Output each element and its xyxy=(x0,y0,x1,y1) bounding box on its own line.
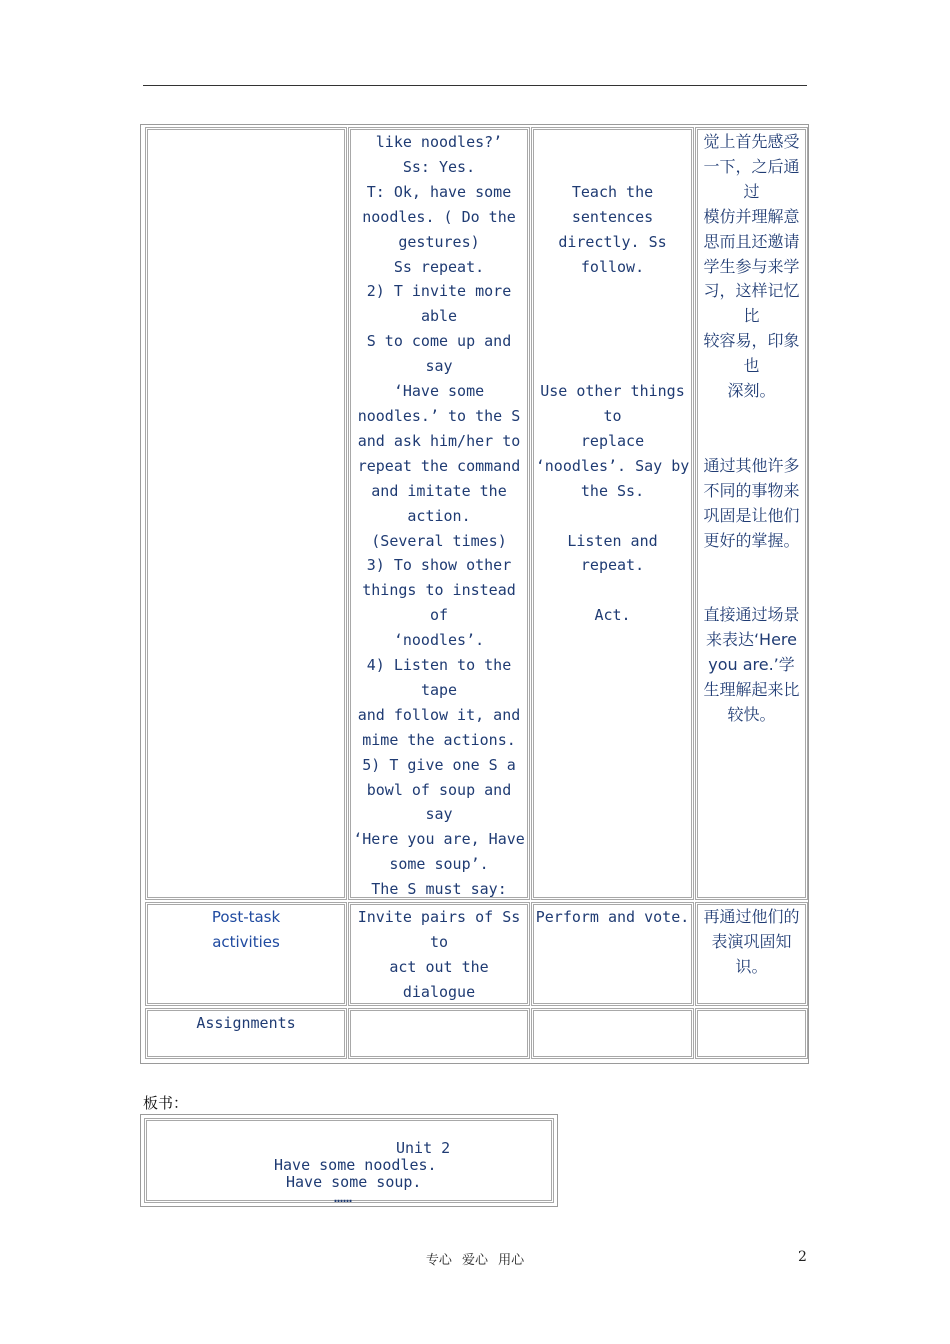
board-line-noodles: Have some noodles. xyxy=(274,1156,437,1174)
assignments-label: Assignments xyxy=(196,1014,296,1032)
row1-student-activities-text: Teach the sentences directly. Ss follow. Use other things to replace ‘noodles’. Say by the Ss. Listen and repeat. Act. xyxy=(535,182,690,625)
row2-teacher-activities-cell xyxy=(348,902,530,1006)
post-task-label: Post-task activities xyxy=(211,908,281,951)
row2-teacher-activities-text: Invite pairs of Ss to act out the dialogue xyxy=(357,908,521,1001)
blackboard-content xyxy=(144,1118,554,1206)
row2-purpose-text: 再通过他们的 表演巩固知识。 xyxy=(703,907,800,976)
row3-purpose-cell xyxy=(695,1008,808,1059)
footer-motto: 专心 爱心 用心 xyxy=(425,1253,525,1268)
row1-teacher-activities-cell xyxy=(348,127,530,900)
row2-student-activities-text: Perform and vote. xyxy=(535,908,690,926)
row1-purpose-cell xyxy=(695,127,808,900)
row1-teacher-activities-text: like noodles?’ Ss: Yes. T: Ok, have some noodles. ( Do the gestures) Ss repeat. 2) T invite more able S to come up and say ‘Have some noodles.’ to the S and ask him/her to repeat the command and imitate the action. (Several times) 3) To show other things to instead of ‘noodles’. 4) Listen to the tape and follow it, and mime the actions. 5) T give one S a bowl of soup and say ‘Here you are, Have some soup’. The S must say: xyxy=(353,133,525,899)
board-line-unit: Unit 2 xyxy=(396,1139,451,1157)
blackboard-box xyxy=(140,1114,558,1207)
row1-stage-cell xyxy=(145,127,347,900)
row3-stage-cell xyxy=(145,1008,347,1059)
row1-purpose-text: 觉上首先感受 一下，之后通过 模仿并理解意 思而且还邀请 学生参与来学 习，这样记忆比 较容易，印象也 深刻。 通过其他许多 不同的事物来 巩固是让他们 更好的掌握。 直接通过场景 来表达‘Here you are.’学 生理解起来比 较快。 xyxy=(703,132,800,724)
board-line-soup: Have some soup. xyxy=(286,1173,422,1191)
row3-student-activities-cell xyxy=(531,1008,694,1059)
header-rule xyxy=(143,85,807,86)
page-number: 2 xyxy=(798,1249,807,1265)
row2-student-activities-cell xyxy=(531,902,694,1006)
row1-student-activities-cell xyxy=(531,127,694,900)
row2-purpose-cell xyxy=(695,902,808,1006)
row3-teacher-activities-cell xyxy=(348,1008,530,1059)
board-label: 板书： xyxy=(143,1094,189,1112)
board-line-ellipsis: …… xyxy=(334,1188,353,1206)
row2-stage-cell xyxy=(145,902,347,1006)
